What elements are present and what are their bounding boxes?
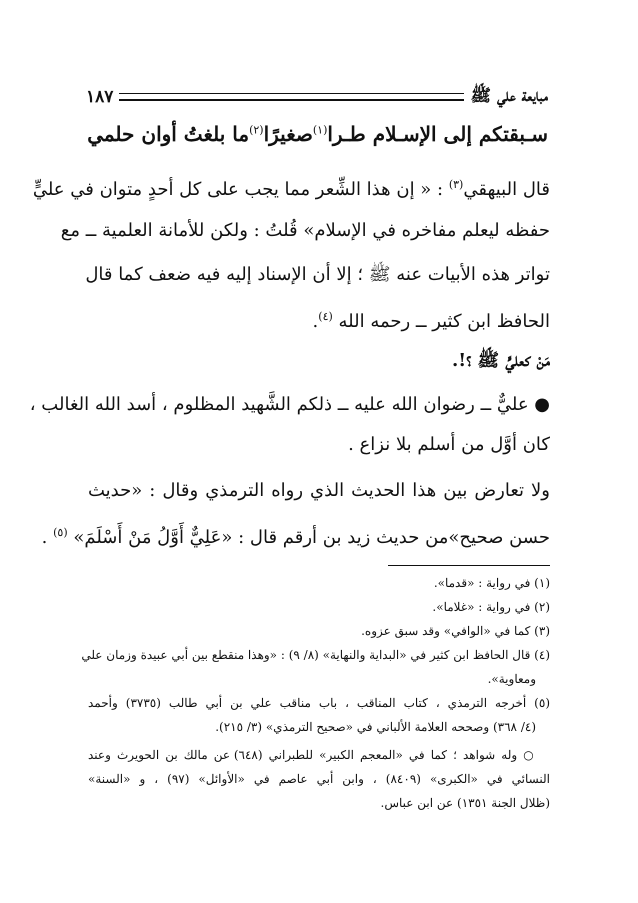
header-title: مبايعة علي ﷺ xyxy=(470,85,548,106)
body-line-8: حسن صحيح»من حديث زيد بن أرقم قال : «عَلِيٌّ أَوَّلُ مَنْ أَسْلَمَ» $^{(٥)}$ . xyxy=(41,526,550,548)
footnote-ref-4[interactable]: (٤) xyxy=(318,310,333,323)
footnote-4-line-1: (٤) قال الحافظ ابن كثير في «البداية والنهاية» (٨/ ٩) : «وهذا منقطع بين أبي عبيدة وزمان علي xyxy=(81,648,550,662)
footnote-ref-1[interactable]: (١) xyxy=(312,123,328,137)
footnote-5-line-5: (ظلال الجنة ١٣٥١) عن ابن عباس. xyxy=(380,796,550,810)
poem-verse xyxy=(87,114,548,154)
footnote-1: (١) في رواية : «قدما». xyxy=(433,576,550,590)
verse-hemistich-middle: صغيرًا$^{(٢)}$ xyxy=(249,122,313,146)
verse-hemistich-right: سـبقتكم إلى الإسـلام طـرا$^{(١)}$ xyxy=(312,122,548,146)
footnote-ref-5[interactable]: (٥) xyxy=(53,526,68,539)
footnote-5-line-2: (٤/ ٣٦٨) وصححه العلامة الألباني في «صحيح الترمذي» (٣/ ٢١٥). xyxy=(215,720,536,734)
body-line-5: ● عليٌّ ــ رضوان الله عليه ــ ذلكم الشَّهيد المظلوم ، أسد الله الغالب ، xyxy=(29,394,550,415)
body-line-4: الحافظ ابن كثير ــ رحمه الله $^{(٤)}$. xyxy=(312,310,550,332)
body-line-1: قال البيهقي$^{(٣)}$ : « إن هذا الشِّعر مما يجب على كل أحدٍ متوان في عليٍّ xyxy=(32,178,550,200)
footnote-separator xyxy=(388,565,550,566)
footnote-5-line-3: ○ وله شواهد ؛ كما في «المعجم الكبير» للطبراني (٦٤٨) عن مالك بن الحويرث وعند xyxy=(88,748,536,762)
footnote-4-line-2: ومعاوية». xyxy=(487,672,536,686)
header-rule xyxy=(119,93,464,101)
section-heading: مَنْ كعليٍّ ﷺ ؟!. xyxy=(452,350,550,371)
page-number: ١٨٧ xyxy=(86,87,114,107)
footnote-3: (٣) كما في «الوافي» وقد سبق عزوه. xyxy=(361,624,550,638)
footnote-5-line-4: النسائي في «الكبرى» (٨٤٠٩) ، وابن أبي عاصم في «الأوائل» (٩٧) ، و «السنة» xyxy=(88,772,550,786)
footnote-ref-2[interactable]: (٢) xyxy=(249,123,264,137)
body-line-7: ولا تعارض بين هذا الحديث الذي رواه الترمذي وقال : «حديث xyxy=(88,480,550,501)
body-line-3: تواتر هذه الأبيات عنه ﷺ ؛ إلا أن الإسناد إليه فيه ضعف كما قال xyxy=(85,264,550,285)
footnote-ref-3[interactable]: (٣) xyxy=(448,178,464,191)
running-header xyxy=(86,86,548,108)
verse-hemistich-left: ما بلغتُ أوان حلمي xyxy=(87,122,250,146)
body-line-6: كان أوَّل من أسلم بلا نزاع . xyxy=(348,434,550,455)
footnote-2: (٢) في رواية : «غلاما». xyxy=(432,600,550,614)
body-line-2: حفظه ليعلم مفاخره في الإسلام» قُلتُ : ولكن للأمانة العلمية ــ مع xyxy=(60,220,550,241)
footnote-5-line-1: (٥) أخرجه الترمذي ، كتاب المناقب ، باب مناقب علي بن أبي طالب (٣٧٣٥) وأحمد xyxy=(88,696,551,710)
